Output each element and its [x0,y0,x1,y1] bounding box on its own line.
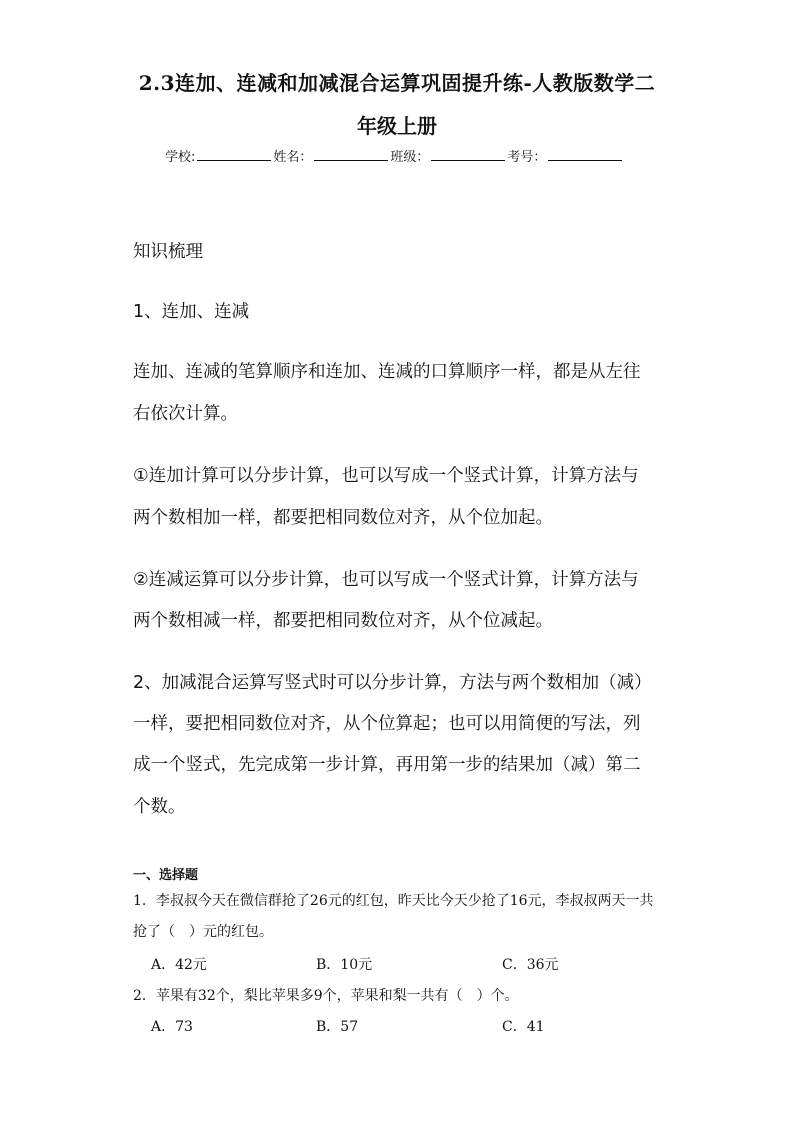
school-label: 学校: [165,150,196,165]
point1-heading: 1、连加、连减 [133,302,250,322]
point1-item1-line1: ①连加计算可以分步计算，也可以写成一个竖式计算，计算方法与 [133,466,639,486]
point2-line1: 2、加减混合运算写竖式时可以分步计算，方法与两个数相加（减） [133,673,652,693]
number-label: 考号： [507,150,547,165]
q2-line1: 2．苹果有32个，梨比苹果多9个，苹果和梨一共有（ ）个。 [133,988,519,1004]
exercise-heading: 一、选择题 [133,868,199,883]
point2-line2: 一样，要把相同数位对齐，从个位算起；也可以用简便的写法，列 [133,714,641,734]
page-title-line1: 2.3连加、连减和加减混合运算巩固提升练-人教版数学二 [138,71,656,95]
q2-option-a[interactable]: A．73 [151,1019,193,1035]
point2-line3: 成一个竖式，先完成第一步计算，再用第一步的结果加（减）第二 [133,755,641,775]
point1-para-line1: 连加、连减的笔算顺序和连加、连减的口算顺序一样，都是从左往 [133,362,641,382]
name-label: 姓名： [273,150,313,165]
point2-line4: 个数。 [133,797,186,817]
student-info-row [165,146,624,165]
class-label: 班级： [390,150,430,165]
point1-para-line2: 右依次计算。 [133,404,238,424]
point1-item2-line1: ②连减运算可以分步计算，也可以写成一个竖式计算，计算方法与 [133,570,639,590]
q1-option-a[interactable]: A．42元 [151,957,207,973]
q1-line1: 1．李叔叔今天在微信群抢了26元的红包，昨天比今天少抢了16元，李叔叔两天一共 [133,893,654,909]
class-blank [431,148,505,161]
point1-item1-line2: 两个数相加一样，都要把相同数位对齐，从个位加起。 [133,508,553,528]
q2-option-b[interactable]: B．57 [316,1019,359,1035]
number-blank [548,148,622,161]
name-blank [314,148,388,161]
q1-line2: 抢了（ ）元的红包。 [133,924,273,940]
school-blank [197,148,271,161]
q2-option-c[interactable]: C．41 [502,1019,545,1035]
q1-option-c[interactable]: C．36元 [502,957,559,973]
q1-option-b[interactable]: B．10元 [316,957,373,973]
point1-item2-line2: 两个数相减一样，都要把相同数位对齐，从个位减起。 [133,611,553,631]
section-heading: 知识梳理 [133,242,203,262]
page-title-line2: 年级上册 [357,114,437,138]
